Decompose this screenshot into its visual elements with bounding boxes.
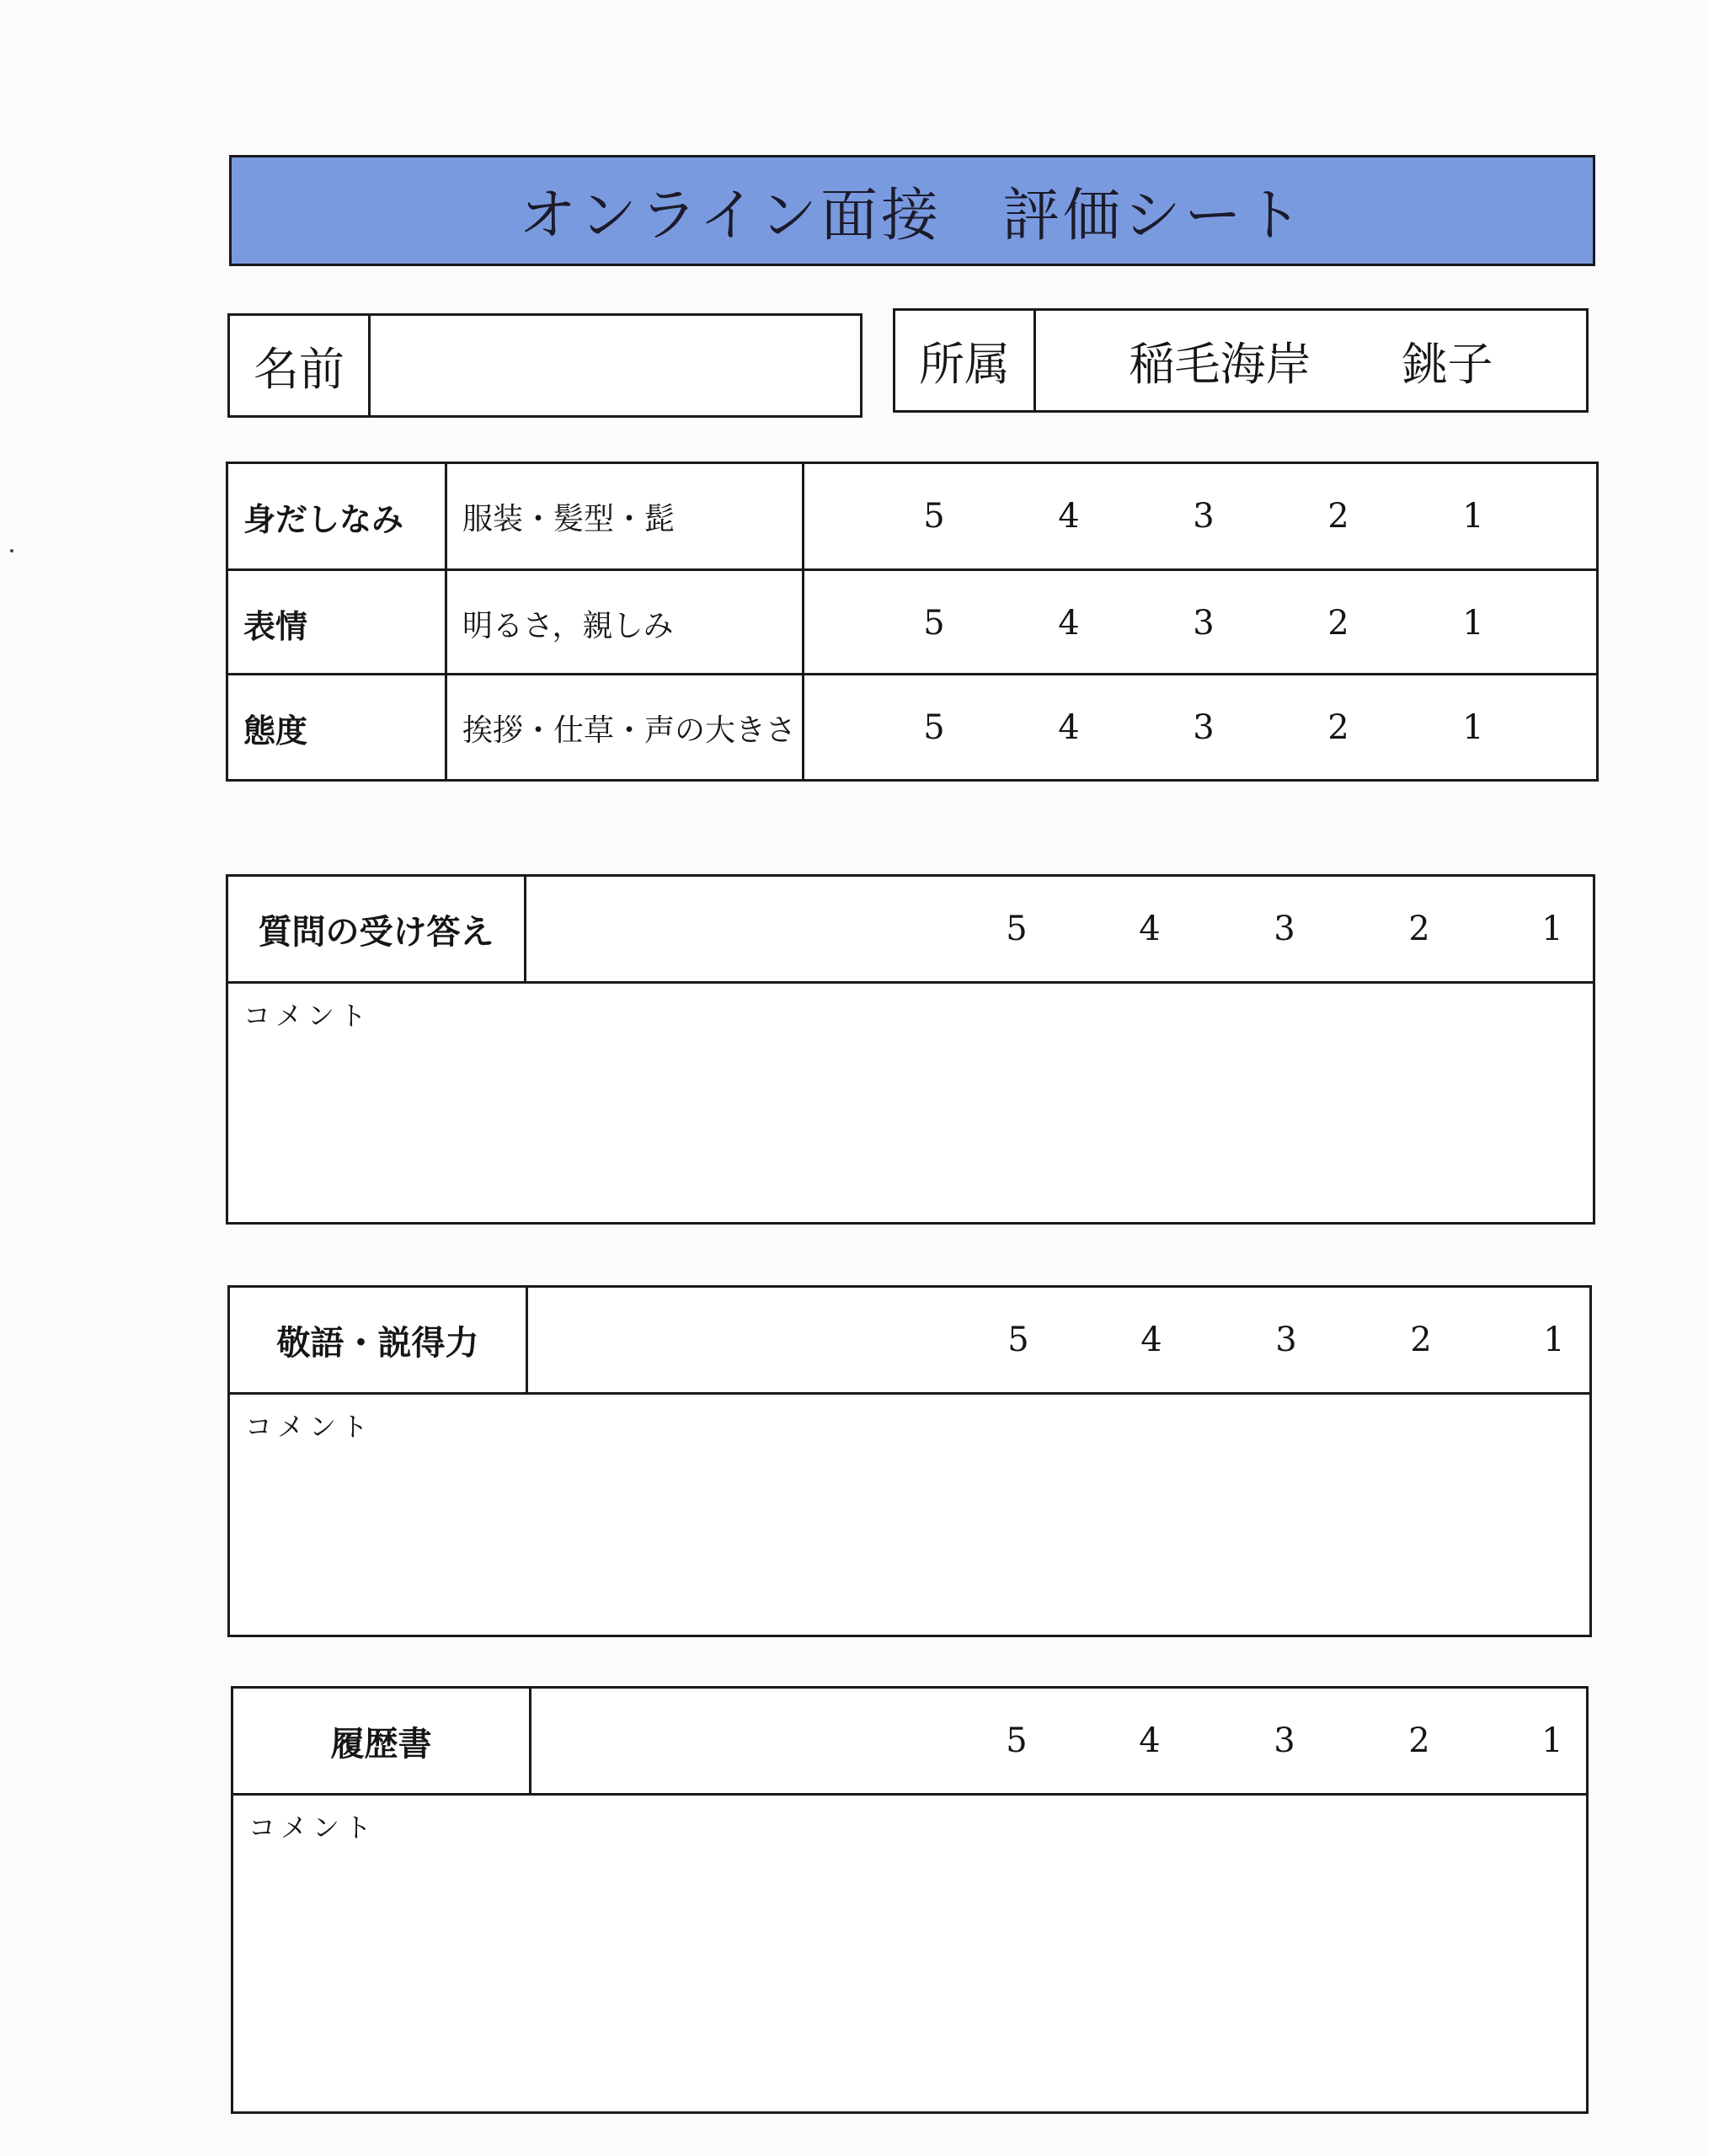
rating-category: 態度 [228,675,447,780]
score-option[interactable]: 4 [1140,1321,1162,1359]
score-option[interactable]: 2 [1410,1321,1432,1359]
rating-category: 身だしなみ [228,464,447,568]
section-resume [231,1686,1589,2114]
score-option[interactable]: 2 [1327,497,1349,536]
score-option[interactable]: 4 [1139,1721,1161,1760]
score-option[interactable]: 1 [1462,604,1484,643]
score-option[interactable]: 2 [1408,1721,1430,1760]
rating-category: 表情 [228,571,447,675]
title-banner [229,155,1595,266]
score-option[interactable]: 1 [1462,497,1484,536]
rating-scale [804,675,1596,780]
stray-mark [10,549,13,552]
rating-description: 服装・髪型・髭 [447,464,804,568]
score-option[interactable]: 5 [923,497,945,536]
affiliation-value[interactable]: 稲毛海岸 銚子 [1129,337,1493,391]
rating-scale [528,1288,1589,1392]
score-option[interactable]: 2 [1408,910,1430,948]
ratings-table [226,462,1599,782]
score-option[interactable]: 1 [1543,1321,1565,1359]
score-option[interactable]: 3 [1274,910,1295,948]
score-option[interactable]: 3 [1274,1721,1295,1760]
rating-scale [531,1689,1586,1793]
score-option[interactable]: 1 [1462,708,1484,747]
rating-row [228,673,1596,780]
section-label: 履歴書 [233,1689,531,1793]
name-box [227,313,863,418]
name-label: 名前 [230,316,371,415]
section-header [233,1689,1586,1796]
rating-description: 明るさ，親しみ [447,571,804,675]
rating-scale [804,571,1596,675]
page-title: オンライン面接 評価シート [519,182,1306,249]
score-option[interactable]: 5 [1006,910,1028,948]
score-option[interactable]: 1 [1541,910,1563,948]
section-header [230,1288,1589,1395]
score-option[interactable]: 5 [1007,1321,1029,1359]
score-option[interactable]: 3 [1193,708,1215,747]
score-option[interactable]: 4 [1058,497,1080,536]
comment-label: コメント [243,1000,372,1032]
rating-scale [804,464,1596,568]
section-keigo [227,1285,1592,1637]
score-option[interactable]: 2 [1327,708,1349,747]
score-option[interactable]: 4 [1058,708,1080,747]
comment-label: コメント [248,1812,377,1844]
rating-scale [526,877,1593,981]
score-option[interactable]: 4 [1058,604,1080,643]
rating-description: 挨拶・仕草・声の大きさ [447,675,804,780]
score-option[interactable]: 3 [1275,1321,1297,1359]
affiliation-label: 所属 [895,311,1036,410]
section-label: 質問の受け答え [228,877,526,981]
score-option[interactable]: 3 [1193,497,1215,536]
score-option[interactable]: 1 [1541,1721,1563,1760]
comment-label: コメント [245,1411,374,1443]
score-option[interactable]: 2 [1327,604,1349,643]
rating-row [228,464,1596,568]
section-header [228,877,1593,984]
score-option[interactable]: 3 [1193,604,1215,643]
score-option[interactable]: 5 [923,604,945,643]
rating-row [228,568,1596,675]
section-qa [226,874,1595,1225]
affiliation-box [893,308,1589,413]
score-option[interactable]: 5 [923,708,945,747]
score-option[interactable]: 5 [1006,1721,1028,1760]
score-option[interactable]: 4 [1139,910,1161,948]
name-field[interactable] [371,316,860,415]
section-label: 敬語・説得力 [230,1288,528,1392]
